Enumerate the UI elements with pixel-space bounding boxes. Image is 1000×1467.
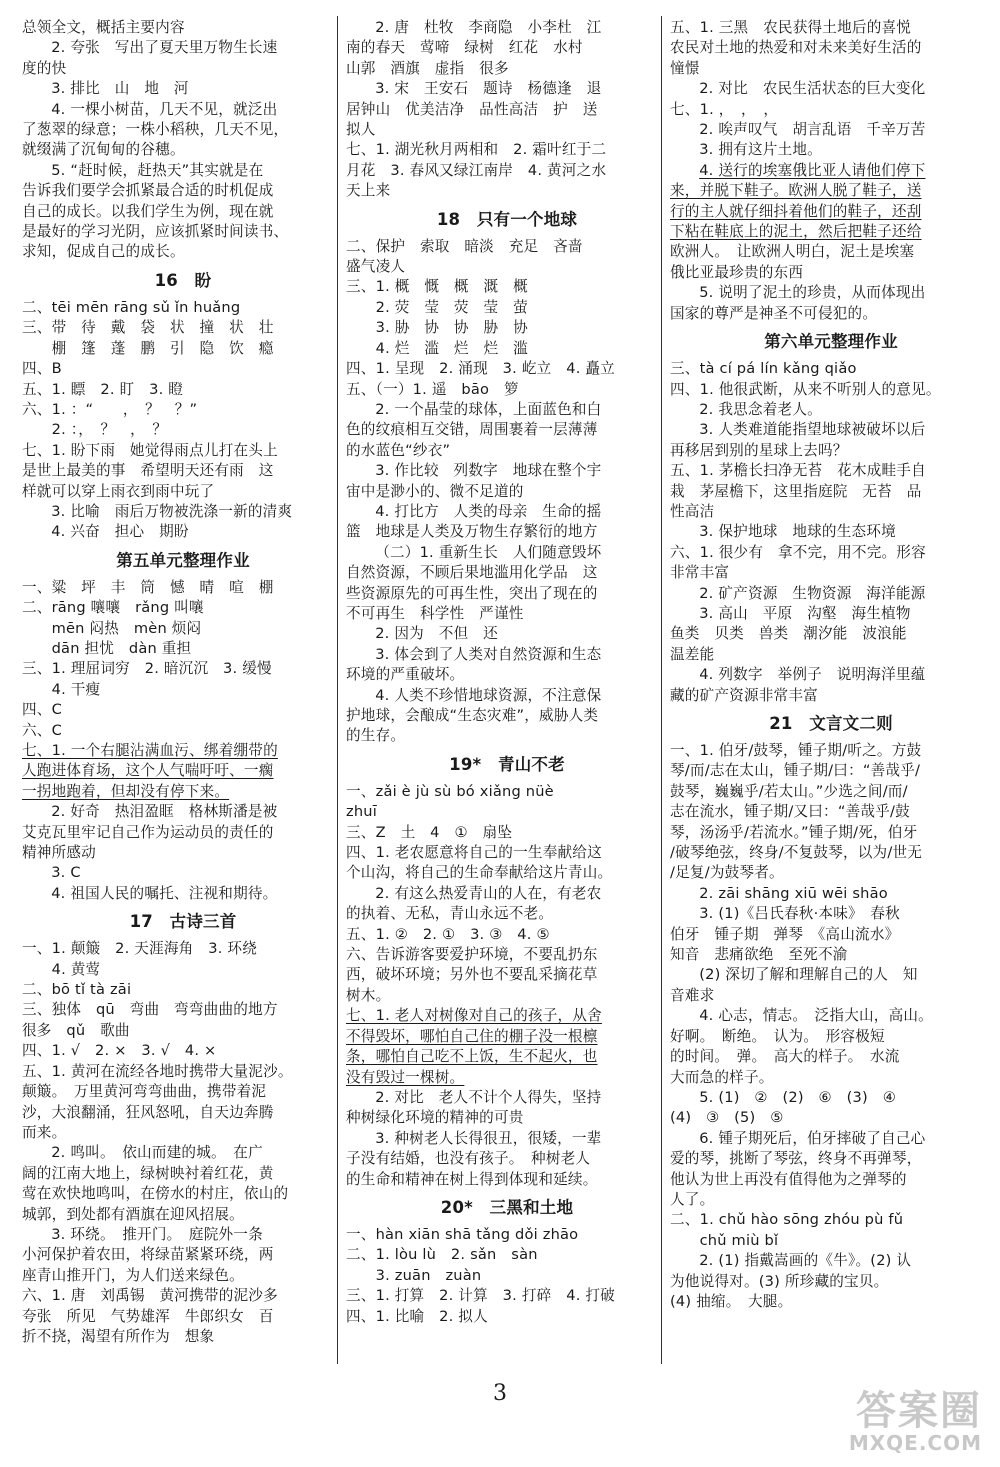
answer-line: (4) ③ (5) ⑤ (670, 1109, 784, 1127)
answer-line: 4. 人类不珍惜地球资源，不注意保 (375, 686, 602, 704)
watermark-url: MXQE.COM (848, 1431, 982, 1455)
answer-line: 西，破坏环境；另外也不要乱采摘花草 (346, 966, 598, 984)
answer-line: 求知，促成自己的成长。 (22, 243, 185, 261)
answer-line: 的生命和精神在树上得到体现和延续。 (346, 1170, 598, 1188)
answer-line: 3. 胁 协 协 胁 协 (346, 319, 528, 337)
answer-line: 莺在欢快地鸣叫，在傍水的村庄，依山的 (22, 1185, 289, 1203)
answer-line: 度的快 (22, 59, 67, 77)
section-heading: 16 盼 (154, 270, 212, 290)
answer-line: 爱的琴，挑断了琴弦，终身不再弹琴， (670, 1150, 922, 1168)
answer-line: 2. 因为 不但 还 (375, 625, 498, 643)
answer-line: 4. 祖国人民的嘱托、注视和期待。 (51, 884, 278, 902)
answer-line: 居钟山 优美洁净 品性高洁 护 送 (346, 100, 598, 118)
section-heading: 19* 青山不老 (449, 754, 565, 774)
answer-line: 总领全文，概括主要内容 (22, 19, 185, 36)
answer-line: 5. 说明了泥土的珍贵，从而体现出 (699, 284, 926, 302)
answer-line: 4. 一棵小树苗，几天不见，就泛出 (51, 100, 278, 118)
answer-line: 七、1. 一个右腿沾满血污、绑着绷带的 (22, 742, 278, 759)
answer-line: 2. zāi shāng xiū wēi shāo (699, 884, 888, 902)
answer-line: 色的纹痕相互交错，周围裹着一层薄薄 (346, 421, 598, 439)
section-heading: 第五单元整理作业 (116, 550, 250, 570)
answer-line: 知音 悲痛欲绝 至死不渝 (670, 946, 848, 964)
answer-line: 篮 地球是人类及万物生存繁衍的地方 (346, 523, 598, 541)
answer-line: 七、1. 老人对树像对自己的孩子，从舍 (346, 1007, 602, 1025)
section-heading: 21 文言文二则 (769, 714, 893, 733)
answer-line: 一、zǎi è jù sù bó xiǎng nüè (346, 782, 554, 800)
answer-line: 为他说得对。(3) 所珍藏的宝贝。 (670, 1272, 889, 1290)
answer-line: 3. 体会到了人类对自然资源和生态 (375, 645, 602, 663)
answer-line: 鼓琴，巍巍乎/若太山。”少选之间/而/ (670, 782, 908, 800)
answer-line: 六、1. 唐 刘禹锡 黄河携带的泥沙多 (22, 1287, 278, 1305)
answer-line: 三、1. 打算 2. 计算 3. 打碎 4. 打破 (346, 1287, 615, 1305)
answer-line: 大而急的样子。 (670, 1068, 774, 1086)
answer-line: 2. 唉声叹气 胡言乱语 千辛万苦 (699, 121, 926, 139)
answer-line: 6. 锺子期死后，伯牙摔破了自己心 (699, 1129, 926, 1147)
answer-line: 行的主人就仔细抖着他们的鞋子，还刮 (670, 202, 922, 220)
answer-line: 宙中是渺小的、微不足道的 (346, 482, 524, 500)
answer-line: zhuī (346, 803, 378, 821)
answer-line: 五、（一）1. 遥 bāo 箩 (346, 380, 519, 398)
answer-line: 四、1. 老农愿意将自己的一生奉献给这 (346, 844, 602, 862)
answer-line: 四、1. √ 2. × 3. √ 4. × (22, 1042, 217, 1060)
answer-line: 2. 鸣叫。 依山而建的城。 在广 (51, 1144, 263, 1162)
answer-line: 一、hàn xiān shā tǎng dǒi zhāo (346, 1225, 579, 1243)
answer-line: 3. 排比 山 地 河 (51, 80, 189, 98)
answer-line: 四、C (22, 701, 62, 719)
answer-line: 月花 3. 春风又绿江南岸 4. 黄河之水 (346, 161, 607, 179)
answer-line: 二、保护 索取 暗淡 充足 吝啬 (346, 237, 583, 255)
answer-line: dān 担忧 dàn 重担 (22, 639, 192, 657)
answer-line: 艾克瓦里牢记自己作为运动员的责任的 (22, 823, 274, 841)
answer-line: 不得毁坏，哪怕自己住的棚子没一根檩 (346, 1027, 598, 1045)
answer-line: 五、1. ② 2. ① 3. ③ 4. ⑤ (346, 925, 550, 943)
answer-line: 的时间。 弹。 高大的样子。 水流 (670, 1048, 900, 1066)
answer-line: 四、1. 呈现 2. 涌现 3. 屹立 4. 矗立 (346, 360, 615, 378)
answer-line: 七、1. ， ， ， (670, 100, 779, 118)
answer-line: 颠簸。 万里黄河弯弯曲曲，携带着泥 (22, 1083, 267, 1101)
answer-line: 沙，大浪翻涌，狂风怒吼，自天边奔腾 (22, 1103, 274, 1121)
answer-line: 小河保护着农田，将绿苗紧紧环绕，两 (22, 1246, 274, 1264)
answer-column-2 (346, 18, 668, 1327)
answer-line: 3. zuān zuàn (346, 1266, 482, 1284)
answer-line: 的生存。 (346, 727, 406, 745)
answer-line: 精神所感动 (22, 844, 96, 862)
answer-line: 二、1. lòu lù 2. sǎn sàn (346, 1246, 538, 1264)
answer-line: 他认为世上再没有值得他为之弹琴的 (670, 1170, 907, 1188)
answer-line: 的执着、无私，青山永远不老。 (346, 905, 554, 923)
answer-line: 四、B (22, 360, 62, 378)
answer-line: 六、C (22, 721, 62, 739)
answer-line: 3. 人类难道能指望地球被破坏以后 (699, 421, 926, 439)
answer-line: /足复/为鼓琴者。 (670, 864, 784, 882)
answer-line: 盛气凌人 (346, 258, 406, 276)
answer-line: 性高洁 (670, 502, 715, 520)
answer-line: 2. 唐 杜牧 李商隐 小李杜 江 (375, 19, 602, 36)
answer-line: 2. (1) 指戴嵩画的《牛》。(2) 认 (699, 1252, 912, 1270)
answer-line: 树木。 (346, 986, 391, 1004)
answer-line: 3. C (51, 864, 81, 882)
answer-line: 南的春天 莺啼 绿树 红花 水村 (346, 39, 583, 57)
answer-line: 一、1. 伯牙/鼓琴，锺子期/听之。方鼓 (670, 742, 922, 759)
answer-line: 折不挠，渴望有所作为 想象 (22, 1327, 215, 1345)
answer-line: 五、1. 黄河在流经各地时携带大量泥沙。 (22, 1062, 293, 1080)
section-heading: 第六单元整理作业 (764, 332, 898, 352)
answer-line: 天上来 (346, 182, 391, 200)
answer-line: 四、1. 比喻 2. 拟人 (346, 1307, 488, 1325)
answer-line: 再移居到别的星球上去吗？ (670, 441, 848, 459)
answer-line: 2. 对比 农民生活状态的巨大变化 (699, 80, 926, 98)
answer-line: 不可再生 科学性 严谨性 (346, 604, 524, 622)
answer-line: 五、1. 三黑 农民获得土地后的喜悦 (670, 19, 912, 36)
answer-column-1 (22, 18, 344, 1347)
answer-line: 很多 qǔ 歌曲 (22, 1021, 130, 1039)
section-heading: 20* 三黑和土地 (440, 1197, 574, 1217)
answer-line: (4) 抽缩。 大腿。 (670, 1292, 793, 1310)
watermark-text: 答案圈 (856, 1388, 982, 1434)
answer-line: 六、1. ：“ ， ？ ？” (22, 400, 198, 418)
answer-line: 子没有结婚，也没有孩子。 种树老人 (346, 1150, 591, 1168)
answer-line: 五、1. 瞟 2. 盯 3. 瞪 (22, 380, 184, 398)
answer-line: 5. (1) ② (2) ⑥ (3) ④ (699, 1088, 896, 1106)
answer-line: 的水蓝色“纱衣” (346, 441, 451, 459)
answer-line: 山郭 酒旗 虚指 很多 (346, 59, 509, 77)
answer-line: 些资源原先的可再生性，突出了现在的 (346, 584, 598, 602)
answer-line: 栽 茅屋檐下，这里指庭院 无苔 品 (670, 482, 922, 500)
answer-line: 阔的江南大地上，绿树映衬着红花，黄 (22, 1164, 274, 1182)
watermark-logo (826, 1379, 986, 1457)
answer-line: 七、1. 湖光秋月两相和 2. 霜叶红于二 (346, 141, 607, 159)
answer-line: 琴/而/志在太山，锺子期/曰：“善哉乎/ (670, 762, 921, 780)
answer-line: 2. 荧 莹 荧 莹 萤 (346, 298, 528, 316)
answer-line: 就缀满了沉甸甸的谷穗。 (22, 141, 185, 159)
answer-line: 七、1. 盼下雨 她觉得雨点儿打在头上 (22, 441, 278, 459)
page-number: 3 (493, 1381, 507, 1406)
answer-line: 一、粱 坪 丰 筒 憾 晴 喧 棚 (22, 578, 274, 596)
answer-line: 人了。 (670, 1190, 715, 1208)
answer-line: 棚 篷 蓬 鹏 引 隐 饮 瘾 (22, 339, 274, 357)
answer-line: 自然资源，不顾后果地滥用化学品 这 (346, 564, 598, 582)
answer-line: 欧洲人。 让欧洲人明白，泥土是埃塞 (670, 243, 915, 261)
answer-line: 5. “赶时候，赶热天”其实就是在 (51, 161, 264, 179)
answer-line: 自己的成长。以我们学生为例，现在就 (22, 202, 274, 220)
answer-line: 琴，汤汤乎/若流水。”锺子期/死，伯牙 (670, 823, 918, 841)
section-heading: 18 只有一个地球 (436, 209, 578, 229)
answer-line: 4. 烂 滥 烂 烂 滥 (346, 339, 528, 357)
answer-line: 3. 种树老人长得很丑，很矮，一辈 (375, 1129, 602, 1147)
answer-line: 2. 夸张 写出了夏天里万物生长速 (51, 39, 278, 57)
answer-line: 伯牙 锺子期 弹琴 《高山流水》 (670, 925, 900, 943)
answer-line: 三、1. 理屈词穷 2. 暗沉沉 3. 缓慢 (22, 660, 272, 678)
answer-line: 座青山推开门，为人们送来绿色。 (22, 1266, 244, 1284)
answer-column-3 (670, 18, 992, 1312)
answer-line: 藏的矿产资源非常丰富 (670, 686, 818, 704)
answer-line: 没有毁过一棵树。 (346, 1068, 465, 1086)
answer-line: 人跑进体育场，这个人气喘吁吁、一瘸 (22, 762, 274, 780)
answer-line: 了葱翠的绿意；一株小稻秧，几天不见， (22, 121, 289, 139)
answer-line: 护地球，会酿成“生态灾难”，威胁人类 (346, 707, 599, 724)
answer-line: 是最好的学习光阴，应该抓紧时间读书、 (22, 223, 289, 241)
answer-line: 环境的严重破坏。 (346, 666, 465, 684)
answer-line: 3. 环绕。 推开门。 庭院外一条 (51, 1225, 263, 1243)
answer-line: 2. 好奇 热泪盈眶 格林斯潘是被 (51, 803, 278, 821)
answer-line: 4. 兴奋 担心 期盼 (51, 523, 189, 541)
answer-line: 2. ：， ？ ， ？ (22, 421, 168, 439)
answer-line: 二、rāng 嚷嚷 rǎng 叫嚷 (22, 599, 204, 617)
section-heading: 17 古诗三首 (129, 912, 237, 932)
answer-line: 4. 心志，情志。 泛指大山，高山。 (699, 1007, 933, 1025)
answer-line: 三、1. 概 慨 概 溉 概 (346, 278, 528, 296)
answer-line: 一、1. 颠簸 2. 天涯海角 3. 环绕 (22, 940, 258, 958)
answer-line: 志在流水，锺子期/又曰：“善哉乎/鼓 (670, 803, 910, 821)
answer-line: 音难求 (670, 986, 715, 1004)
answer-line: 告诉我们要学会抓紧最合适的时机促成 (22, 182, 274, 200)
answer-line: 条，哪怕自己吃不上饭，生不起火，也 (346, 1048, 598, 1066)
answer-line: 是世上最美的事 希望明天还有雨 这 (22, 462, 274, 480)
answer-line: 好啊。 断绝。 认为。 形容极短 (670, 1027, 885, 1045)
answer-line: 2. 我思念着老人。 (699, 400, 822, 418)
answer-line: 4. 干瘦 (22, 680, 101, 698)
answer-line: 鱼类 贝类 兽类 潮汐能 波浪能 (670, 625, 907, 643)
answer-line: 4. 打比方 人类的母亲 生命的摇 (375, 502, 602, 520)
answer-line: 2. 一个晶莹的球体，上面蓝色和白 (375, 400, 602, 418)
answer-line: 六、1. 很少有 拿不完，用不完。形容 (670, 543, 926, 561)
answer-line: 三、独体 qū 弯曲 弯弯曲曲的地方 (22, 1001, 278, 1019)
answer-line: 憧憬 (670, 59, 700, 77)
answer-line: 四、1. 他很武断，从来不听别人的意见。 (670, 380, 941, 398)
answer-line: mēn 闷热 mèn 烦闷 (22, 619, 202, 637)
answer-line: (2) 深切了解和理解自己的人 知 (699, 966, 918, 984)
answer-line: 3. 比喻 雨后万物被洗涤一新的清爽 (51, 502, 293, 520)
answer-line: 温差能 (670, 645, 715, 663)
answer-line: 3. 高山 平原 沟壑 海生植物 (699, 604, 911, 622)
answer-line: 农民对土地的热爱和对未来美好生活的 (670, 39, 922, 57)
answer-line: 4. 黄莺 (22, 960, 101, 978)
answer-line: 二、1. chǔ hào sōng zhóu pù fǔ (670, 1211, 904, 1229)
answer-line: 而来。 (22, 1123, 67, 1141)
answer-line: 三、带 待 戴 袋 状 撞 状 壮 (22, 319, 274, 337)
answer-line: 六、告诉游客要爱护环境，不要乱扔东 (346, 946, 598, 964)
answer-line: 下粘在鞋底上的泥土，然后把鞋子还给 (670, 223, 922, 241)
answer-line: 拟人 (346, 121, 376, 139)
answer-line: 4. 列数字 举例子 说明海洋里蕴 (699, 666, 926, 684)
answer-line: 夸张 所见 气势雄浑 牛郎织女 百 (22, 1307, 274, 1325)
answer-line: 2. 对比 老人不计个人得失，坚持 (375, 1088, 602, 1106)
answer-line: 种树绿化环境的精神的可贵 (346, 1109, 524, 1127)
answer-line: /破琴绝弦，终身/不复鼓琴，以为/世无 (670, 844, 923, 862)
answer-line: 五、1. 茅檐长扫净无苔 花木成畦手自 (670, 462, 926, 480)
answer-line: 城郭，到处都有酒旗在迎风招展。 (22, 1205, 244, 1223)
answer-line: 三、tà cí pá lín kǎng qiǎo (670, 360, 857, 378)
answer-line: 国家的尊严是神圣不可侵犯的。 (670, 304, 878, 322)
answer-line: chǔ miù bǐ (670, 1231, 779, 1249)
answer-line: 来，并脱下鞋子。欧洲人脱了鞋子，送 (670, 182, 922, 200)
answer-line: 4. 送行的埃塞俄比亚人请他们停下 (699, 161, 926, 179)
answer-line: 样就可以穿上雨衣到雨中玩了 (22, 482, 215, 500)
answer-line: （二）1. 重新生长 人们随意毁坏 (375, 543, 602, 561)
answer-line: 3. 保护地球 地球的生态环境 (699, 523, 896, 541)
answer-line: 俄比亚最珍贵的东西 (670, 263, 804, 281)
answer-line: 2. 矿产资源 生物资源 海洋能源 (699, 584, 926, 602)
answer-line: 个山沟，将自己的生命奉献给这片青山。 (346, 864, 613, 882)
answer-line: 非常丰富 (670, 564, 730, 582)
answer-line: 二、bō tǐ tà zāi (22, 981, 132, 999)
answer-line: 一拐地跑着，但却没有停下来。 (22, 782, 230, 800)
answer-line: 3. (1)《吕氏春秋·本味》 春秋 (699, 905, 900, 923)
answer-line: 二、tēi mēn rāng sǔ ǐn huǎng (22, 298, 241, 316)
answer-line: 3. 作比较 列数字 地球在整个宇 (375, 462, 602, 480)
answer-line: 三、Z 土 4 ① 扇坠 (346, 823, 513, 841)
answer-line: 3. 宋 王安石 题诗 杨德逢 退 (375, 80, 602, 98)
answer-line: 3. 拥有这片土地。 (699, 141, 822, 159)
answer-line: 2. 有这么热爱青山的人在，有老农 (375, 884, 602, 902)
